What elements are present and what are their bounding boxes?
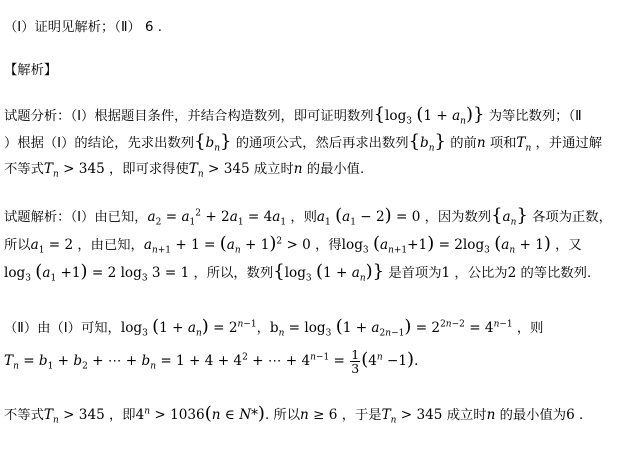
part2-line-3: 不等式$T_n > 345$ ，即$4^n > 1036(n$ ∈ N*). 所以n ≥ 6 ，于是$T_n > 345$ 成立时n 的最小值为6 . bbox=[4, 403, 584, 426]
math-number: 2 bbox=[507, 265, 517, 281]
solution-text: ，因为数列 bbox=[424, 210, 492, 225]
math-expression: $T_n$ bbox=[516, 135, 532, 154]
math-expression: $\log_3 (1 + a_n) = 2^{n-1}$ bbox=[120, 316, 257, 339]
math-expression: {$\log_3$ $(1 + a_n)$} bbox=[373, 104, 485, 127]
analysis-heading-text: 【解析】 bbox=[4, 63, 58, 78]
math-expression: $b_n = \log_3 (1 + a_{2n-1}) = 2^{2n-2} = 4^{n-1}$ bbox=[269, 316, 513, 339]
idea-text: 的最小值. bbox=[306, 162, 365, 177]
part2-text: ，于是 bbox=[341, 408, 382, 423]
math-expression: $T_n > 345$ bbox=[43, 161, 105, 180]
part2-text: 不等式 bbox=[4, 408, 44, 423]
part2-text: 成立时 bbox=[446, 408, 487, 423]
fraction: $\frac{1}{3}$ bbox=[351, 347, 360, 376]
part2-text: . bbox=[578, 408, 584, 423]
part2-text: 的最小值为 bbox=[499, 408, 567, 423]
solution-line-2 bbox=[4, 235, 582, 256]
math-number: 6 bbox=[566, 407, 575, 423]
math-expression: $4^n > 1036(n$ ∈ N*) bbox=[135, 403, 265, 424]
solution-text: 所以 bbox=[4, 238, 31, 253]
math-number: 1 bbox=[441, 265, 451, 281]
math-expression: $T_n > 345$ bbox=[188, 161, 250, 180]
idea-text: 项和 bbox=[489, 136, 517, 151]
idea-text: 不等式 bbox=[4, 162, 44, 177]
idea-text: 的通项公式，然后再求出数列 bbox=[235, 136, 409, 151]
analysis-heading bbox=[4, 61, 57, 81]
math-expression: $\log_3 (a_1 +1) = 2$ $\log_3 3 = 1$ bbox=[4, 261, 190, 284]
solution-text: ，又 bbox=[555, 238, 582, 253]
solution-text: 的等比数列. bbox=[520, 266, 592, 281]
math-expression: $\{a_n\}$ bbox=[491, 205, 528, 228]
idea-text: ，并通过解 bbox=[535, 136, 602, 151]
solution-text: ，得 bbox=[315, 238, 342, 253]
math-expression: $T_n = b_1 + b_2$ + ⋯ + $b_n = 1 + 4 + 4^2$ + ⋯ + $4^{n-1}$ = $\frac{1}{3}$ $(4^n -1)$. bbox=[4, 347, 419, 376]
solution-text: ，公比为 bbox=[454, 266, 508, 281]
solution-text: ，则 bbox=[290, 210, 317, 225]
solution-text: 是首项为 bbox=[388, 266, 442, 281]
idea-text: ）根据（Ⅰ）的结论，先求出数列 bbox=[4, 136, 195, 151]
math-expression: $T_n > 345$ bbox=[43, 407, 105, 426]
idea-line-1 bbox=[4, 106, 582, 127]
answer-line bbox=[4, 18, 162, 38]
math-expression: $a_1 = 2$ bbox=[30, 237, 74, 256]
math-expression: $T_n > 345$ bbox=[381, 407, 443, 426]
math-expression: $\{b_n\}$ bbox=[194, 131, 232, 154]
solution-text: 各项为正数， bbox=[532, 210, 612, 225]
part2-line-1 bbox=[4, 318, 543, 339]
answer-text: （Ⅰ）证明见解析；（Ⅱ） 6 . bbox=[4, 20, 162, 35]
math-expression: n ≥ 6 bbox=[300, 407, 338, 423]
solution-line-3 bbox=[4, 263, 591, 284]
part2-text: ，即 bbox=[109, 408, 136, 423]
math-expression: $a_1$ $(a_1 - 2) = 0$ bbox=[316, 205, 421, 228]
math-expression: $\{b_n\}$ bbox=[408, 131, 446, 154]
idea-text: 的前 bbox=[450, 136, 477, 151]
math-expression: $\log_3 (a_{n+1}+1) = 2\log_3$ $(a_n + 1)$ bbox=[341, 233, 551, 256]
solution-line-1 bbox=[4, 207, 612, 228]
idea-line-2: ）根据（Ⅰ）的结论，先求出数列$\{b_n\}$ 的通项公式，然后再求出数列$\{b_n\}$ 的前n 项和$T_n$ ，并通过解 bbox=[4, 131, 602, 154]
part2-text: . 所以 bbox=[264, 408, 300, 423]
idea-text: 成立时 bbox=[253, 162, 294, 177]
part2-text: （Ⅱ）由（Ⅰ）可知， bbox=[4, 321, 121, 336]
idea-line-3: 不等式$T_n > 345$ ，即可求得使$T_n > 345$ 成立时n 的最小值. bbox=[4, 161, 365, 180]
solution-text: ，所以，数列 bbox=[193, 266, 274, 281]
math-expression: {$\log_3$ $(1 + a_n)$} bbox=[273, 261, 385, 284]
math-expression: $a_2 = a_1^2 + 2a_1 = 4a_1$ bbox=[147, 208, 287, 228]
idea-text: 为等比数列；（Ⅱ bbox=[488, 109, 582, 124]
math-expression: $a_{n+1} + 1 = (a_n + 1)^2 > 0$ bbox=[143, 233, 311, 256]
solution-text: ，由已知， bbox=[77, 238, 144, 253]
part2-text: ，则 bbox=[516, 321, 544, 336]
part2-line-2 bbox=[4, 348, 418, 375]
idea-text: 试题分析：（Ⅰ）根据题目条件，并结合构造数列，即可证明数列 bbox=[4, 109, 374, 124]
part2-text: ， bbox=[256, 321, 270, 336]
solution-text: 试题解析：（Ⅰ）由已知， bbox=[4, 210, 148, 225]
idea-text: ，即可求得使 bbox=[109, 162, 189, 177]
